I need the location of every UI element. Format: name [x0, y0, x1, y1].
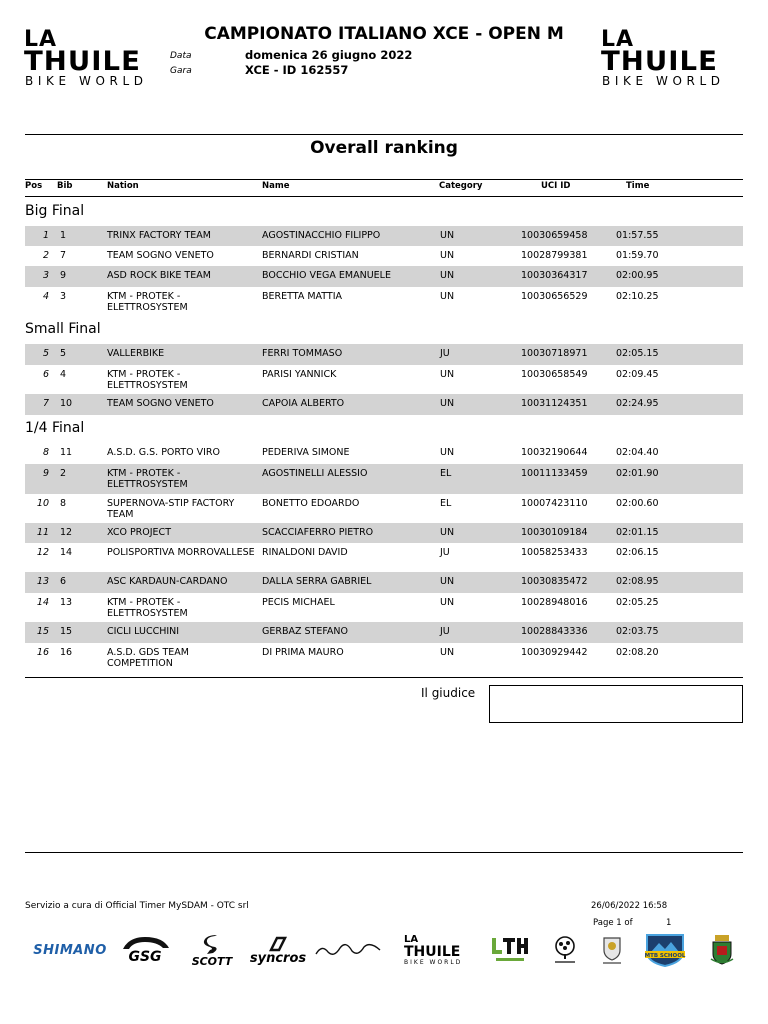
row-pos: 10	[36, 498, 49, 509]
row-name: AGOSTINACCHIO FILIPPO	[262, 230, 381, 241]
row-name: BOCCHIO VEGA EMANUELE	[262, 270, 391, 281]
row-category: UN	[440, 270, 455, 281]
row-uci-id: 10030656529	[521, 291, 588, 302]
la-thuile-logo-right	[601, 29, 746, 89]
row-nation: SUPERNOVA-STIP FACTORY TEAM	[107, 498, 235, 520]
row-time: 02:05.15	[616, 348, 659, 359]
row-pos: 4	[42, 291, 49, 302]
shimano-logo	[28, 932, 112, 968]
lth-logo	[488, 932, 532, 968]
table-row	[25, 394, 743, 415]
footer-logo-thuile-text: THUILE	[404, 943, 461, 960]
logo-la-text: LA	[24, 27, 58, 52]
row-pos: 8	[42, 447, 49, 458]
row-time: 02:09.45	[616, 369, 659, 380]
row-bib: 15	[60, 626, 73, 637]
table-row	[25, 266, 743, 287]
row-bib: 2	[60, 468, 67, 479]
row-name: DI PRIMA MAURO	[262, 647, 344, 658]
row-nation: KTM - PROTEK - ELETTROSYSTEM	[107, 291, 188, 313]
row-time: 02:10.25	[616, 291, 659, 302]
syncros-emblem-icon	[268, 936, 288, 952]
row-pos: 7	[42, 398, 49, 409]
row-name: SCACCIAFERRO PIETRO	[262, 527, 374, 538]
row-nation: KTM - PROTEK - ELETTROSYSTEM	[107, 597, 188, 619]
row-time: 01:59.70	[616, 250, 659, 261]
row-name: RINALDONI DAVID	[262, 547, 348, 558]
row-uci-id: 10058253433	[521, 547, 588, 558]
municipal-crest-logo	[705, 932, 739, 968]
page-total: 1	[666, 918, 672, 928]
race-id: XCE - ID 162557	[245, 63, 349, 77]
row-category: UN	[440, 647, 455, 658]
mtb-school-shield-icon	[643, 932, 687, 968]
page-heading: Overall ranking	[310, 138, 458, 158]
row-time: 02:24.95	[616, 398, 659, 409]
row-nation: A.S.D. GDS TEAM COMPETITION	[107, 647, 189, 669]
table-row	[25, 593, 743, 622]
footer-divider	[25, 852, 743, 853]
row-name: AGOSTINELLI ALESSIO	[262, 468, 368, 479]
row-uci-id: 10030109184	[521, 527, 588, 538]
row-name: CAPOIA ALBERTO	[262, 398, 345, 409]
row-nation: XCO PROJECT	[107, 527, 171, 538]
row-uci-id: 10030718971	[521, 348, 588, 359]
row-name: PARISI YANNICK	[262, 369, 337, 380]
row-uci-id: 10030364317	[521, 270, 588, 281]
row-pos: 11	[36, 527, 49, 538]
table-top-border	[25, 179, 743, 180]
row-name: BERETTA MATTIA	[262, 291, 343, 302]
col-uci-id: UCI ID	[541, 181, 571, 191]
row-bib: 4	[60, 369, 67, 380]
row-category: JU	[440, 547, 450, 558]
row-nation: KTM - PROTEK - ELETTROSYSTEM	[107, 468, 188, 490]
row-pos: 5	[42, 348, 49, 359]
row-category: UN	[440, 230, 455, 241]
row-time: 02:04.40	[616, 447, 659, 458]
row-pos: 13	[36, 576, 49, 587]
municipal-crest-icon	[708, 933, 736, 967]
valle-aosta-tree-logo	[549, 932, 581, 968]
row-name: PEDERIVA SIMONE	[262, 447, 350, 458]
logo-bike-world-text: BIKE WORLD	[602, 74, 725, 88]
row-bib: 9	[60, 270, 67, 281]
shimano-logo-text: SHIMANO	[33, 942, 107, 958]
row-uci-id: 10007423110	[521, 498, 588, 509]
section-title: Big Final	[25, 203, 85, 219]
row-nation: VALLERBIKE	[107, 348, 165, 359]
row-nation: ASD ROCK BIKE TEAM	[107, 270, 211, 281]
row-category: UN	[440, 597, 455, 608]
row-category: UN	[440, 527, 455, 538]
row-time: 02:03.75	[616, 626, 659, 637]
row-category: EL	[440, 468, 452, 479]
table-bottom-border	[25, 677, 743, 678]
table-row	[25, 622, 743, 643]
row-name: FERRI TOMMASO	[262, 348, 343, 359]
row-uci-id: 10030658549	[521, 369, 588, 380]
regional-crest-icon	[599, 934, 625, 966]
row-time: 02:00.95	[616, 270, 659, 281]
section-title: 1/4 Final	[25, 420, 85, 436]
scott-logo	[184, 932, 240, 968]
page-label: Page 1 of	[593, 918, 633, 928]
table-header-border	[25, 196, 743, 197]
row-category: EL	[440, 498, 452, 509]
table-row	[25, 464, 743, 494]
row-bib: 7	[60, 250, 67, 261]
mtb-school-logo	[641, 932, 689, 968]
judge-label: Il giudice	[421, 686, 476, 700]
scott-emblem-icon	[201, 934, 223, 956]
footer-logo-bike-world-text: BIKE WORLD	[404, 958, 463, 966]
table-row	[25, 365, 743, 394]
row-time: 02:05.25	[616, 597, 659, 608]
row-uci-id: 10011133459	[521, 468, 588, 479]
row-category: JU	[440, 626, 450, 637]
row-category: UN	[440, 447, 455, 458]
row-category: UN	[440, 398, 455, 409]
row-nation: CICLI LUCCHINI	[107, 626, 180, 637]
logo-thuile-text: THUILE	[601, 46, 718, 77]
row-time: 02:01.15	[616, 527, 659, 538]
col-pos: Pos	[25, 181, 43, 191]
row-nation: KTM - PROTEK - ELETTROSYSTEM	[107, 369, 188, 391]
gsg-logo	[116, 932, 174, 968]
la-thuile-footer-logo	[404, 932, 474, 968]
logo-bike-world-text: BIKE WORLD	[25, 74, 148, 88]
components-script-logo	[313, 932, 383, 968]
footer-logo-la-text: LA	[404, 933, 419, 945]
scott-logo-text: SCOTT	[191, 954, 233, 968]
row-time: 02:00.60	[616, 498, 659, 509]
row-pos: 15	[36, 626, 49, 637]
row-time: 01:57.55	[616, 230, 659, 241]
row-name: GERBAZ STEFANO	[262, 626, 349, 637]
row-pos: 6	[42, 369, 49, 380]
table-row	[25, 572, 743, 593]
col-nation: Nation	[107, 181, 139, 191]
row-bib: 10	[60, 398, 73, 409]
row-time: 02:08.95	[616, 576, 659, 587]
syncros-logo	[245, 932, 311, 968]
mtb-school-text: MTB SCHOOL	[644, 953, 686, 959]
row-pos: 3	[42, 270, 49, 281]
print-timestamp: 26/06/2022 16:58	[591, 901, 668, 911]
gsg-logo-text: GSG	[128, 949, 162, 965]
row-name: PECIS MICHAEL	[262, 597, 335, 608]
row-uci-id: 10032190644	[521, 447, 588, 458]
table-row	[25, 543, 743, 572]
row-name: DALLA SERRA GABRIEL	[262, 576, 372, 587]
script-logo-icon	[314, 942, 382, 958]
col-time: Time	[626, 181, 650, 191]
row-category: JU	[440, 348, 450, 359]
row-bib: 1	[60, 230, 67, 241]
table-row	[25, 494, 743, 523]
row-pos: 2	[42, 250, 49, 261]
row-uci-id: 10030659458	[521, 230, 588, 241]
row-name: BONETTO EDOARDO	[262, 498, 360, 509]
race-label: Gara	[170, 66, 192, 76]
row-nation: TEAM SOGNO VENETO	[107, 398, 214, 409]
row-bib: 6	[60, 576, 67, 587]
row-uci-id: 10030835472	[521, 576, 588, 587]
row-bib: 16	[60, 647, 73, 658]
row-nation: TEAM SOGNO VENETO	[107, 250, 214, 261]
table-row	[25, 443, 743, 464]
row-uci-id: 10030929442	[521, 647, 588, 658]
table-row	[25, 643, 743, 675]
la-thuile-logo-left	[24, 29, 169, 89]
table-row	[25, 246, 743, 266]
row-bib: 5	[60, 348, 67, 359]
service-credit: Servizio a cura di Official Timer MySDAM - OTC srl	[25, 901, 249, 911]
logo-la-text: LA	[601, 27, 635, 52]
row-pos: 16	[36, 647, 49, 658]
judge-signature-box	[489, 685, 743, 723]
divider	[25, 134, 743, 135]
row-bib: 8	[60, 498, 67, 509]
row-bib: 11	[60, 447, 73, 458]
row-bib: 13	[60, 597, 73, 608]
row-uci-id: 10031124351	[521, 398, 588, 409]
row-category: UN	[440, 369, 455, 380]
table-row	[25, 523, 743, 543]
row-name: BERNARDI CRISTIAN	[262, 250, 359, 261]
row-uci-id: 10028948016	[521, 597, 588, 608]
row-nation: A.S.D. G.S. PORTO VIRO	[107, 447, 221, 458]
row-pos: 9	[42, 468, 49, 479]
row-nation: TRINX FACTORY TEAM	[107, 230, 211, 241]
gsg-helmet-icon	[119, 936, 171, 950]
row-category: UN	[440, 250, 455, 261]
col-bib: Bib	[57, 181, 73, 191]
col-name: Name	[262, 181, 290, 191]
row-time: 02:08.20	[616, 647, 659, 658]
section-title: Small Final	[25, 321, 101, 337]
logo-thuile-text: THUILE	[24, 46, 141, 77]
row-uci-id: 10028799381	[521, 250, 588, 261]
row-uci-id: 10028843336	[521, 626, 588, 637]
table-row	[25, 344, 743, 365]
lth-emblem-icon	[490, 934, 530, 966]
event-title: CAMPIONATO ITALIANO XCE - OPEN M	[204, 24, 564, 44]
row-bib: 12	[60, 527, 73, 538]
col-category: Category	[439, 181, 483, 191]
row-nation: POLISPORTIVA MORROVALLESE	[107, 547, 255, 558]
table-row	[25, 287, 743, 317]
row-pos: 1	[42, 230, 49, 241]
row-category: UN	[440, 576, 455, 587]
row-bib: 3	[60, 291, 67, 302]
row-time: 02:01.90	[616, 468, 659, 479]
row-time: 02:06.15	[616, 547, 659, 558]
regione-crest-logo	[596, 932, 628, 968]
syncros-logo-text: syncros	[249, 950, 307, 966]
table-row	[25, 226, 743, 246]
row-pos: 12	[36, 547, 49, 558]
row-pos: 14	[36, 597, 49, 608]
row-category: UN	[440, 291, 455, 302]
event-date: domenica 26 giugno 2022	[245, 48, 413, 62]
date-label: Data	[170, 51, 192, 61]
tree-emblem-icon	[551, 935, 579, 965]
row-nation: ASC KARDAUN-CARDANO	[107, 576, 228, 587]
row-bib: 14	[60, 547, 73, 558]
